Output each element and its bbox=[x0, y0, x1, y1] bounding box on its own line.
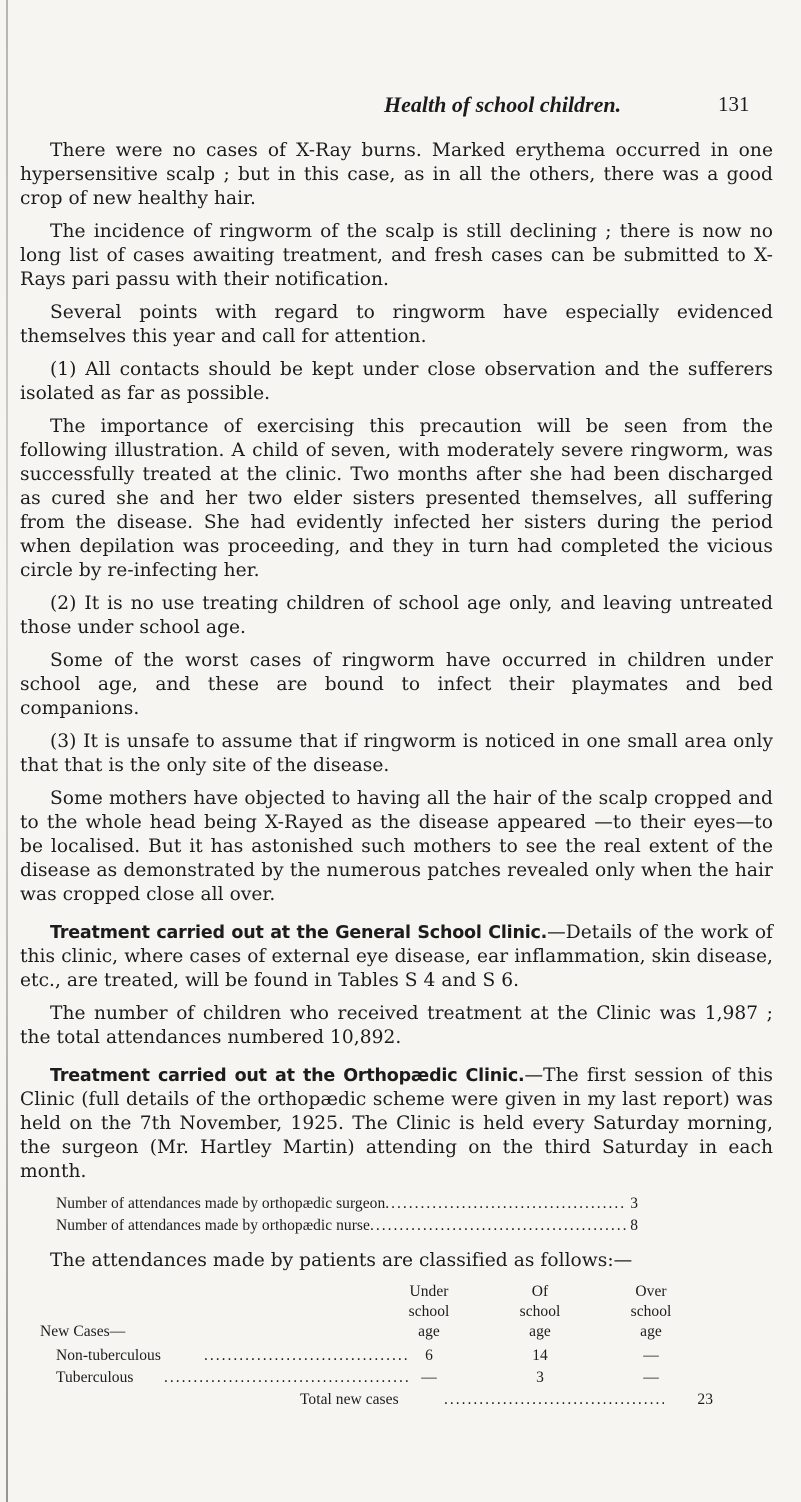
attendance-list bbox=[56, 1193, 638, 1237]
table-column-headers bbox=[40, 1282, 713, 1346]
orthopaedic-clinic-text: —The first session of this Clinic (full details of the orthopædic scheme were given in my last report) was held on the 7th November, 1925. The Clinic is held every Saturday morning, the surgeon (Mr. Hartley Martin) attending on the third Saturday in each month. bbox=[20, 1065, 774, 1182]
attendance-line: Number of attendances made by orthopædic surgeon ..... 3 bbox=[56, 1193, 638, 1215]
paragraph-mothers: Some mothers have objected to having all the hair of the scalp cropped and to the whole head being X-Rayed as the disease appeared —to their eyes—to be localised. But it has astonished such mothers to see the real extent of the disease as demonstrated by the numerous patches revealed only when the hair was cropped close all over. bbox=[20, 788, 773, 905]
classification-intro: The attendances made by patients are classified as follows:— bbox=[50, 1250, 633, 1271]
page-body bbox=[20, 139, 773, 1412]
classification-table bbox=[40, 1282, 713, 1412]
table-total-row bbox=[40, 1390, 713, 1412]
column-header-under-school-age: Under school age bbox=[408, 1283, 450, 1340]
paragraph-point-2: (2) It is no use treating children of school age only, and leaving untreated those under school age. bbox=[20, 593, 773, 638]
row-label: Tuberculous bbox=[56, 1369, 134, 1386]
total-label: Total new cases bbox=[300, 1391, 399, 1408]
table-cell: 14 bbox=[532, 1347, 548, 1364]
table-cell: — bbox=[643, 1369, 659, 1386]
running-title: Health of school children. bbox=[384, 92, 622, 117]
general-clinic-heading: Treatment carried out at the General School Clinic. bbox=[50, 923, 548, 943]
table-cell: — bbox=[421, 1369, 437, 1386]
paragraph-worst-cases: Some of the worst cases of ringworm have occurred in children under school age, and these are bound to infect their playmates and bed companions. bbox=[20, 650, 773, 719]
table-cell: — bbox=[643, 1347, 659, 1364]
table-row bbox=[40, 1346, 713, 1368]
page-number: 131 bbox=[718, 92, 750, 116]
orthopaedic-clinic-section bbox=[20, 1064, 773, 1184]
total-value: 23 bbox=[697, 1391, 713, 1408]
paragraph-point-3: (3) It is unsafe to assume that if ringworm is noticed in one small area only that that is the only site of the disease. bbox=[20, 731, 773, 776]
paragraph-ringworm-incidence: The incidence of ringworm of the scalp is still declining ; there is now no long list of cases awaiting treatment, and fresh cases can be submitted to X-Rays pari passu with their notification. bbox=[20, 221, 773, 290]
general-clinic-section bbox=[20, 921, 773, 993]
page-margin-line bbox=[6, 0, 8, 1502]
column-header-school-age: Of school age bbox=[519, 1283, 561, 1340]
paragraph-illustration: The importance of exercising this precaution will be seen from the following illustration. A child of seven, with moderately severe ringworm, was successfully treated at the clinic. Two months after she had been discharged as cured she and her two elder sisters presented themselves, all suffering from the disease. She had evidently infected her sisters during the period when depilation was proceeding, and they in turn had completed the vicious circle by re-infecting her. bbox=[20, 416, 773, 581]
orthopaedic-clinic-heading: Treatment carried out at the Orthopædic Clinic. bbox=[50, 1066, 525, 1086]
paragraph-several-points: Several points with regard to ringworm have especially evidenced themselves this year and call for attention. bbox=[20, 302, 773, 347]
attendance-line: Number of attendances made by orthopædic nurse ..... 8 bbox=[56, 1215, 638, 1237]
table-row bbox=[40, 1368, 713, 1390]
general-clinic-text: —Details of the work of this clinic, where cases of external eye disease, ear inflammation, skin disease, etc., are treated, will be found in Tables S 4 and S 6. bbox=[20, 922, 773, 991]
column-header-over-school-age: Over school age bbox=[630, 1283, 672, 1340]
table-cell: 6 bbox=[425, 1347, 433, 1364]
paragraph-point-1: (1) All contacts should be kept under close observation and the sufferers isolated as far as possible. bbox=[20, 359, 773, 404]
general-clinic-followup: The number of children who received treatment at the Clinic was 1,987 ; the total attendances numbered 10,892. bbox=[20, 1003, 773, 1048]
row-group-label: New Cases— bbox=[40, 1323, 126, 1340]
running-header bbox=[0, 92, 801, 124]
table-cell: 3 bbox=[536, 1369, 544, 1386]
paragraph-xray-burns: There were no cases of X-Ray burns. Marked erythema occurred in one hypersensitive scalp ; but in this case, as in all the others, there was a good crop of new healthy hair. bbox=[20, 140, 773, 209]
row-label: Non-tuberculous bbox=[56, 1347, 161, 1364]
